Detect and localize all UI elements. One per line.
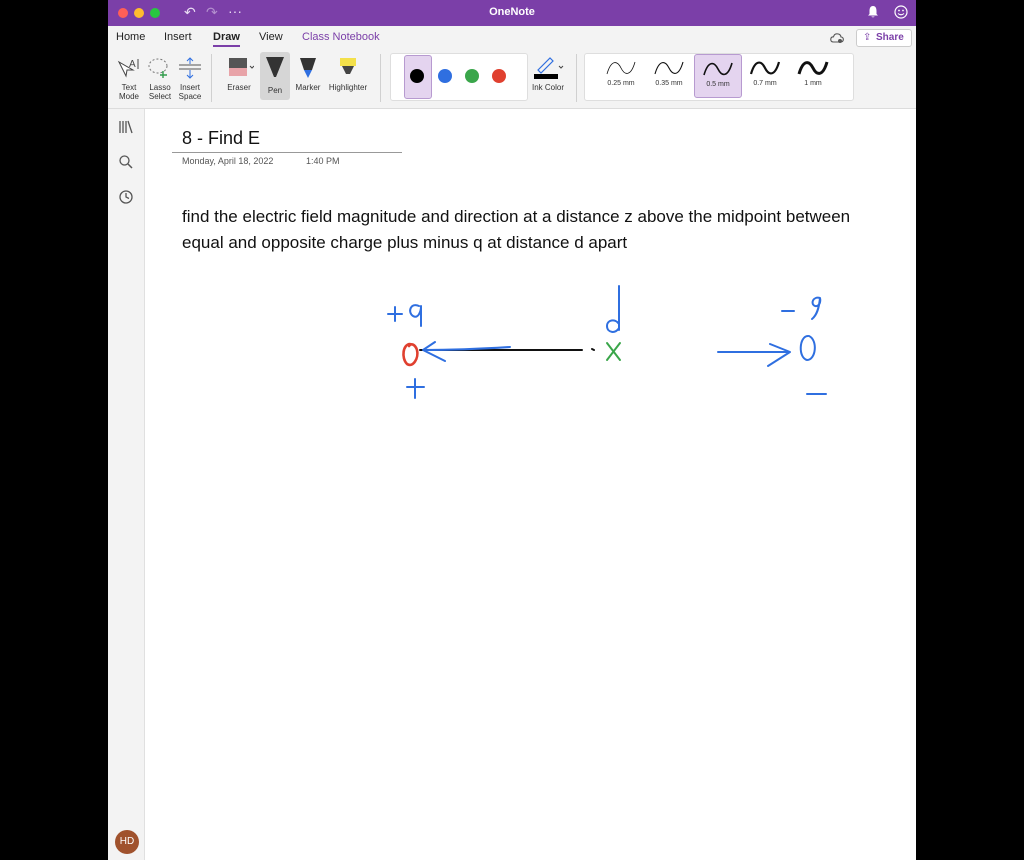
ink-minus-q-label	[782, 298, 820, 319]
avatar[interactable]: HD	[115, 830, 139, 854]
ink-plus-q-label	[388, 305, 421, 326]
thickness-label: 0.5 mm	[706, 81, 730, 88]
thickness-label: 0.25 mm	[607, 80, 635, 87]
tab-draw[interactable]: Draw	[213, 31, 240, 43]
tab-view[interactable]: View	[259, 31, 283, 43]
ink-plus-sign	[407, 379, 424, 398]
page-title[interactable]: 8 - Find E	[182, 128, 261, 148]
ink-field-arrow-right	[718, 344, 790, 366]
undo-icon[interactable]: ↶	[184, 4, 196, 20]
ink-midpoint-x	[607, 343, 620, 360]
more-options-icon[interactable]: ···	[228, 3, 242, 19]
svg-text:A: A	[129, 59, 136, 70]
page-date: Monday, April 18, 2022	[182, 156, 274, 166]
app-title: OneNote	[489, 6, 535, 18]
marker-label: Marker	[295, 83, 321, 92]
text-mode-label: Text Mode	[118, 83, 139, 101]
share-label: Share	[876, 32, 904, 43]
ink-negative-charge-circle	[801, 336, 815, 360]
eraser-label: Eraser	[227, 83, 251, 92]
pen-label: Pen	[267, 86, 283, 95]
thickness-label: 1 mm	[804, 80, 822, 87]
highlighter-label: Highlighter	[328, 83, 368, 92]
thickness-label: 0.35 mm	[655, 80, 683, 87]
lasso-select-label: Lasso Select	[148, 83, 172, 101]
tab-insert[interactable]: Insert	[164, 31, 192, 43]
ink-field-arrow-left	[423, 342, 510, 361]
ink-positive-charge-circle	[403, 344, 417, 365]
ink-drawing-canvas[interactable]	[108, 0, 916, 860]
note-body-text[interactable]: find the electric field magnitude and direction at a distance z above the midpoint between equal and opposite charge plus minus q at distance d apart	[182, 207, 851, 252]
redo-icon[interactable]: ↷	[206, 4, 218, 20]
ink-color-label: Ink Color	[531, 83, 564, 92]
thickness-label: 0.7 mm	[753, 80, 777, 87]
ink-d-label	[607, 286, 619, 332]
share-icon: ⇪	[863, 32, 872, 43]
page-time: 1:40 PM	[306, 156, 340, 166]
insert-space-label: Insert Space	[178, 83, 202, 101]
tab-class-notebook[interactable]: Class Notebook	[302, 31, 380, 43]
onenote-window	[108, 0, 916, 860]
ink-midpoint-dot	[592, 349, 594, 350]
tab-home[interactable]: Home	[116, 31, 146, 43]
